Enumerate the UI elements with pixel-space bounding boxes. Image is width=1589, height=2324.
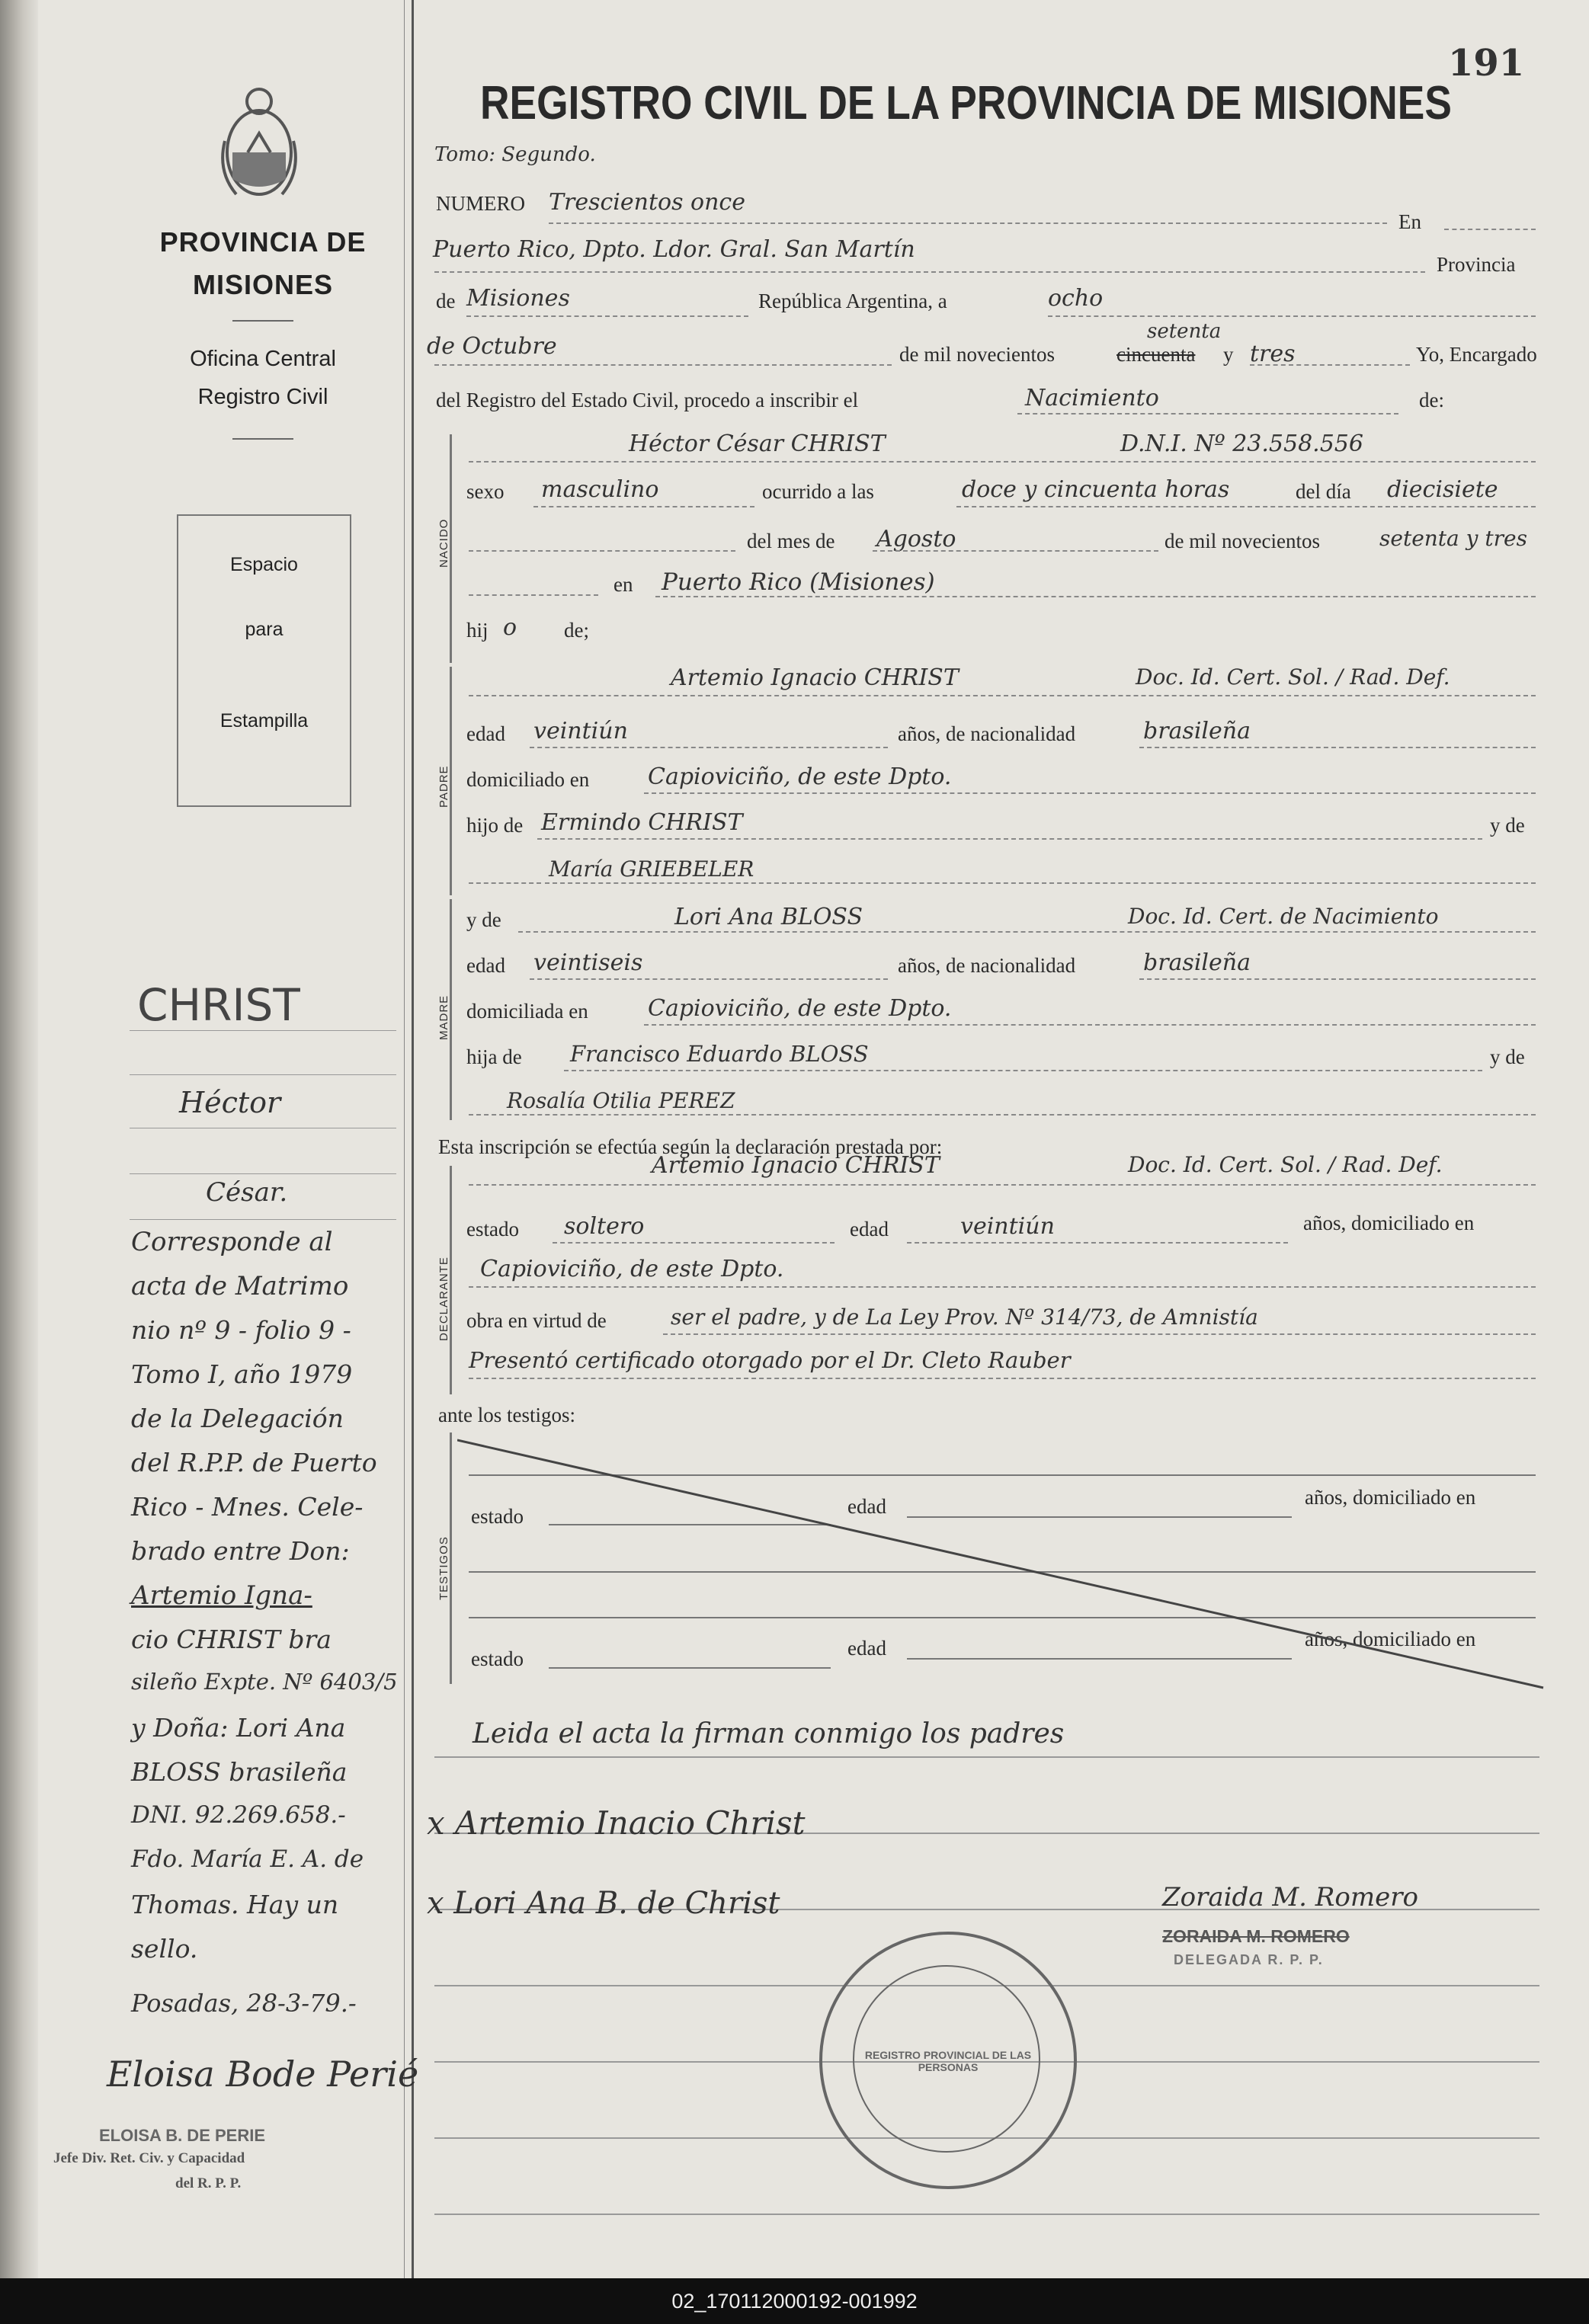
official-seal-text: REGISTRO PROVINCIAL DE LAS PERSONAS — [864, 2049, 1032, 2073]
section-label-declarante: DECLARANTE — [437, 1256, 450, 1341]
province-name: PROVINCIA DE MISIONES — [159, 226, 367, 300]
divider — [232, 320, 293, 322]
place-value: Puerto Rico, Dpto. Ldor. Gral. San Martín — [433, 236, 915, 263]
testigo2-edad-label: edad — [847, 1637, 886, 1660]
presento-value: Presentó certificado otorgado por el Dr. Cleto Rauber — [469, 1347, 1071, 1373]
testigos-intro: ante los testigos: — [438, 1404, 575, 1426]
margin-line: sileño Expte. Nº 6403/5 — [131, 1669, 398, 1695]
padre-dom-label: domiciliado en — [466, 768, 590, 791]
margin-surname: CHRIST — [137, 979, 300, 1031]
year-y: y — [1223, 343, 1234, 366]
margin-line: sello. — [131, 1934, 198, 1964]
stamp-space-box — [177, 514, 351, 807]
stamp-box-line-1: Espacio — [230, 554, 298, 575]
margin-line: acta de Matrimo — [131, 1271, 349, 1301]
padre-father-value: Ermindo CHRIST — [541, 809, 743, 836]
de-label: de — [436, 290, 456, 312]
official-seal — [819, 1932, 1077, 2189]
lugar-value: Puerto Rico (Misiones) — [662, 568, 935, 596]
tomo: Tomo: Segundo. — [434, 143, 596, 166]
sexo-value: masculino — [541, 476, 659, 503]
hijo-value: o — [503, 614, 517, 641]
official-dept: del R. P. P. — [175, 2175, 242, 2191]
padre-hijo-de-label: hijo de — [466, 814, 524, 837]
testigo2-anios-dom: años, domiciliado en — [1305, 1628, 1476, 1650]
en-label: en — [613, 573, 633, 596]
anio-label: de mil novecientos — [1165, 530, 1320, 552]
madre-hija-de-label: hija de — [466, 1045, 522, 1068]
republica-label: República Argentina, a — [758, 290, 947, 312]
padre-y-de: y de — [1490, 814, 1525, 837]
officer-signature: Zoraida M. Romero — [1162, 1882, 1418, 1913]
provincia-label: Provincia — [1437, 253, 1516, 276]
officer-name: ZORAIDA M. ROMERO — [1162, 1926, 1350, 1946]
mother-signature: x Lori Ana B. de Christ — [427, 1886, 780, 1921]
obra-value: ser el padre, y de La Ley Prov. Nº 314/73, de Amnistía — [671, 1304, 1258, 1330]
ocurrido-label: ocurrido a las — [762, 480, 874, 503]
padre-nac-value: brasileña — [1143, 718, 1251, 744]
declarante-doc: Doc. Id. Cert. Sol. / Rad. Def. — [1128, 1152, 1443, 1177]
section-label-testigos: TESTIGOS — [437, 1536, 450, 1600]
declarante-name: Artemio Ignacio CHRIST — [652, 1152, 940, 1179]
sexo-label: sexo — [466, 480, 505, 503]
padre-edad-label: edad — [466, 722, 505, 745]
page-title: REGISTRO CIVIL DE LA PROVINCIA DE MISIONES — [480, 77, 1452, 130]
declarante-edad-value: veintiún — [960, 1213, 1055, 1240]
year-prefix: de mil novecientos — [899, 343, 1055, 366]
margin-line: DNI. 92.269.658.- — [131, 1801, 346, 1829]
dia-value: diecisiete — [1387, 476, 1498, 503]
margin-rule-thin — [404, 0, 405, 2278]
nacido-dni: D.N.I. Nº 23.558.556 — [1120, 431, 1363, 457]
numero-value: Trescientos once — [549, 189, 745, 216]
mes-label: del mes de — [747, 530, 835, 552]
margin-line: Corresponde al — [131, 1227, 333, 1257]
madre-y-de-label: y de — [466, 908, 501, 931]
testigo1-estado-label: estado — [471, 1505, 524, 1528]
declarante-estado-value: soltero — [564, 1213, 645, 1240]
margin-line: Héctor — [179, 1086, 281, 1119]
official-title: Jefe Div. Ret. Civ. y Capacidad — [53, 2150, 245, 2166]
madre-doc: Doc. Id. Cert. de Nacimiento — [1128, 904, 1439, 929]
section-label-madre: MADRE — [437, 994, 450, 1040]
obra-label: obra en virtud de — [466, 1309, 607, 1332]
madre-nac-value: brasileña — [1143, 949, 1251, 976]
declarante-intro: Esta inscripción se efectúa según la declaración prestada por: — [438, 1135, 943, 1158]
padre-nac-label: años, de nacionalidad — [898, 722, 1076, 745]
hora-value: doce y cincuenta horas — [962, 476, 1230, 503]
margin-line: y Doña: Lori Ana — [131, 1713, 346, 1743]
cancel-diagonal-line — [457, 1432, 1555, 1707]
madre-mother-value: Rosalía Otilia PEREZ — [507, 1088, 735, 1113]
padre-edad-value: veintiún — [533, 718, 628, 744]
official-signature: Eloisa Bode Perié — [107, 2054, 419, 2095]
padre-dom-value: Capioviciño, de este Dpto. — [648, 763, 952, 790]
office-line-1: Oficina Central — [190, 347, 336, 371]
del-dia-label: del día — [1296, 480, 1351, 503]
margin-line: de la Delegación — [131, 1404, 344, 1433]
declarante-edad-label: edad — [850, 1218, 889, 1240]
closing-line: Leida el acta la firman conmigo los padres — [473, 1718, 1065, 1749]
margin-line: César. — [206, 1177, 288, 1208]
declarante-estado-label: estado — [466, 1218, 519, 1240]
section-label-padre: PADRE — [437, 765, 450, 808]
office-line-2: Registro Civil — [197, 385, 328, 409]
de-colon: de: — [1419, 389, 1444, 411]
padre-doc: Doc. Id. Cert. Sol. / Rad. Def. — [1136, 664, 1450, 690]
father-signature: x Artemio Inacio Christ — [427, 1804, 806, 1842]
margin-line: del R.P.P. de Puerto — [131, 1448, 377, 1477]
official-name: ELOISA B. DE PERIE — [99, 2126, 266, 2145]
madre-name: Lori Ana BLOSS — [674, 904, 863, 930]
year-struck: cincuenta — [1116, 343, 1196, 366]
margin-line: Fdo. María E. A. de — [131, 1845, 364, 1873]
padre-name: Artemio Ignacio CHRIST — [671, 664, 959, 691]
en-label: En — [1398, 210, 1421, 233]
stamp-box-line-3: Estampilla — [219, 710, 309, 731]
numero-label: NUMERO — [436, 192, 526, 215]
testigo1-edad-label: edad — [847, 1495, 886, 1518]
image-footer-id: 02_170112000192-001992 — [0, 2278, 1589, 2324]
encargado: Yo, Encargado — [1416, 343, 1537, 366]
madre-dom-value: Capioviciño, de este Dpto. — [648, 995, 952, 1022]
stamp-box-line-2: para — [245, 619, 284, 640]
margin-rule — [412, 0, 414, 2278]
madre-edad-label: edad — [466, 954, 505, 977]
acto-value: Nacimiento — [1025, 385, 1159, 411]
mes-value: Agosto — [876, 526, 956, 552]
margin-line: Thomas. Hay un — [131, 1890, 339, 1919]
year-insert: setenta — [1147, 320, 1222, 343]
margin-line: BLOSS brasileña — [131, 1757, 348, 1787]
hijo-de: de; — [564, 619, 589, 642]
day-value: ocho — [1048, 285, 1104, 312]
month-value: de Octubre — [427, 333, 557, 360]
madre-y-de: y de — [1490, 1045, 1525, 1068]
madre-edad-value: veintiseis — [533, 949, 643, 976]
argentina-coat-of-arms-icon — [213, 80, 305, 206]
year-suffix: tres — [1250, 341, 1296, 367]
book-spine — [0, 0, 38, 2278]
hijo-label: hij — [466, 619, 489, 642]
margin-line: cio CHRIST bra — [131, 1625, 332, 1654]
margin-line: brado entre Don: — [131, 1536, 350, 1566]
margin-line: Artemio Igna- — [131, 1580, 312, 1611]
officer-title: DELEGADA R. P. P. — [1174, 1952, 1324, 1967]
divider — [232, 438, 293, 440]
declarante-anios-dom: años, domiciliado en — [1303, 1212, 1475, 1234]
section-label-nacido: NACIDO — [437, 518, 450, 568]
padre-mother-value: María GRIEBELER — [549, 856, 754, 882]
testigo1-anios-dom: años, domiciliado en — [1305, 1486, 1476, 1509]
registro-line: del Registro del Estado Civil, procedo a inscribir el — [436, 389, 859, 411]
margin-date: Posadas, 28-3-79.- — [131, 1989, 357, 2018]
madre-dom-label: domiciliada en — [466, 1000, 588, 1023]
nacido-name: Héctor César CHRIST — [629, 431, 886, 457]
anio-value: setenta y tres — [1379, 526, 1527, 551]
provincia-value: Misiones — [466, 285, 570, 312]
margin-line: nio nº 9 - folio 9 - — [131, 1315, 351, 1345]
page-number: 191 — [1448, 42, 1525, 85]
madre-nac-label: años, de nacionalidad — [898, 954, 1076, 977]
testigo2-estado-label: estado — [471, 1647, 524, 1670]
declarante-dom-value: Capioviciño, de este Dpto. — [480, 1256, 784, 1282]
margin-line: Tomo I, año 1979 — [131, 1359, 353, 1389]
margin-line: Rico - Mnes. Cele- — [131, 1492, 364, 1522]
madre-father-value: Francisco Eduardo BLOSS — [570, 1041, 869, 1067]
